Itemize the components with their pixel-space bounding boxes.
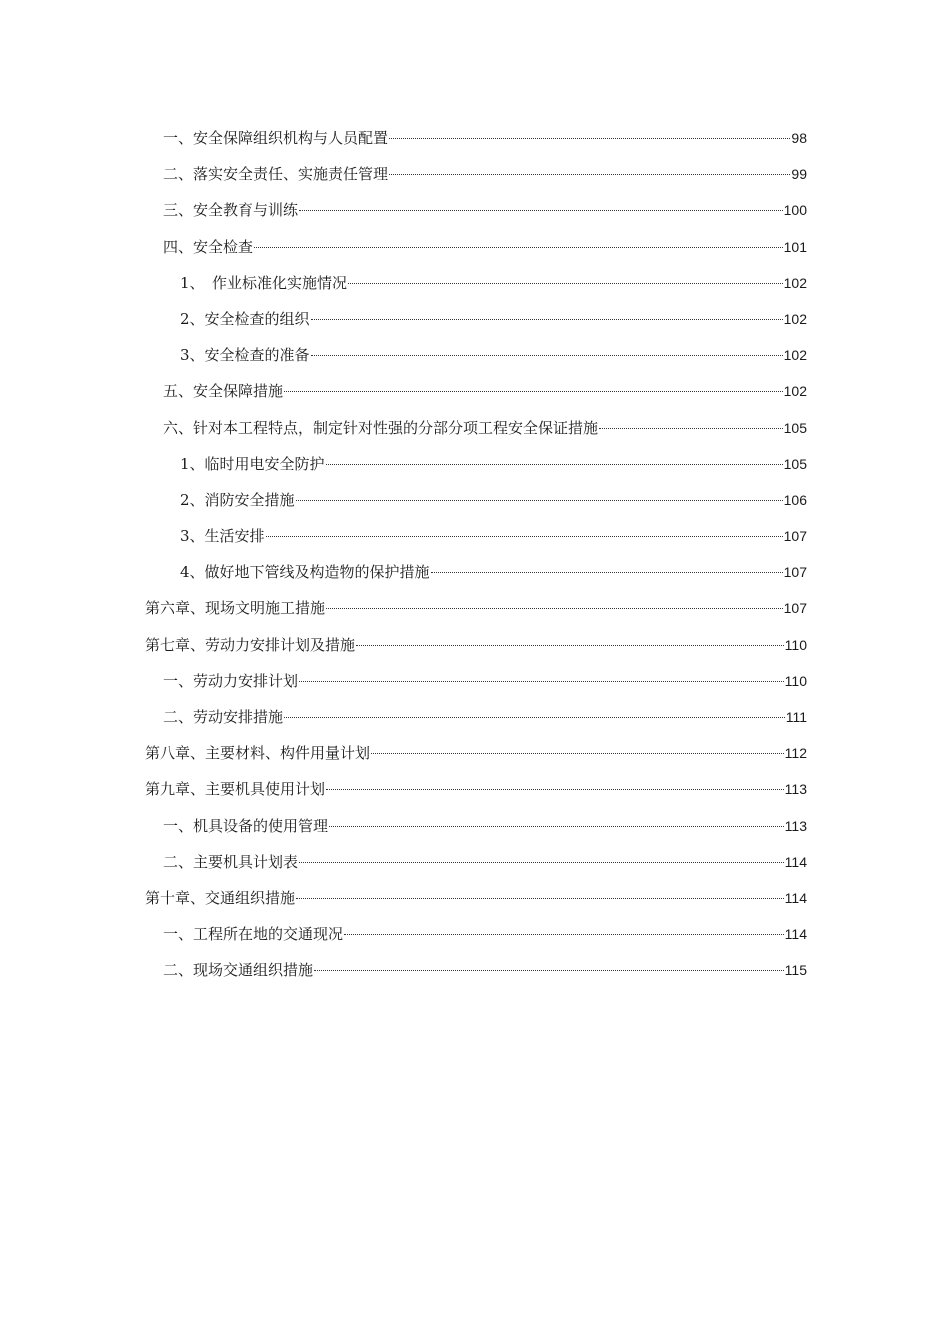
toc-entry-page-number: 101 <box>783 238 807 255</box>
toc-entry-page-number: 106 <box>783 491 807 508</box>
toc-entry[interactable] <box>145 156 807 192</box>
dot-leader <box>284 717 785 718</box>
toc-entry[interactable] <box>145 590 807 626</box>
toc-entry-title: 三、安全教育与训练 <box>163 201 299 220</box>
dot-leader <box>431 572 783 573</box>
toc-entry-title: 第九章、主要机具使用计划 <box>145 780 326 799</box>
toc-entry[interactable] <box>145 916 807 952</box>
toc-entry-title: 一、劳动力安排计划 <box>163 671 299 690</box>
toc-entry-title: 第八章、主要材料、构件用量计划 <box>145 744 371 763</box>
toc-entry-page-number: 102 <box>783 274 807 291</box>
toc-entry-page-number: 107 <box>783 528 807 545</box>
dot-leader <box>389 138 790 139</box>
toc-entry-page-number: 107 <box>783 564 807 581</box>
dot-leader <box>296 898 784 899</box>
dot-leader <box>348 283 783 284</box>
dot-leader <box>314 970 784 971</box>
toc-entry-title: 第七章、劳动力安排计划及措施 <box>145 635 356 654</box>
toc-entry-title: 第六章、现场文明施工措施 <box>145 599 326 618</box>
toc-entry[interactable] <box>145 229 807 265</box>
toc-entry-title: 一、工程所在地的交通现况 <box>163 925 344 944</box>
toc-entry[interactable] <box>145 301 807 337</box>
toc-entry[interactable] <box>145 663 807 699</box>
toc-entry-page-number: 115 <box>784 962 807 979</box>
toc-entry-page-number: 114 <box>784 889 807 906</box>
toc-entry-page-number: 114 <box>784 853 807 870</box>
toc-entry-page-number: 111 <box>785 709 807 725</box>
toc-entry-page-number: 102 <box>783 383 807 400</box>
toc-entry-title: 一、机具设备的使用管理 <box>163 816 329 835</box>
dot-leader <box>329 826 784 827</box>
toc-entry-title: 第十章、交通组织措施 <box>145 888 296 907</box>
toc-entry[interactable] <box>145 952 807 988</box>
toc-entry-title: 3、生活安排 <box>180 527 265 546</box>
dot-leader <box>299 862 784 863</box>
dot-leader <box>599 428 783 429</box>
toc-entry-title: 五、安全保障措施 <box>163 382 284 401</box>
toc-entry-page-number: 102 <box>783 310 807 327</box>
toc-entry[interactable] <box>145 518 807 554</box>
toc-entry-title: 3、安全检查的准备 <box>180 346 310 365</box>
toc-entry-page-number: 102 <box>783 347 807 364</box>
toc-entry-title: 二、落实安全责任、实施责任管理 <box>163 165 389 184</box>
toc-entry[interactable] <box>145 627 807 663</box>
toc-entry-page-number: 105 <box>783 455 807 472</box>
dot-leader <box>296 500 783 501</box>
toc-entry-page-number: 112 <box>784 745 807 762</box>
dot-leader <box>356 645 784 646</box>
toc-entry-title: 2、安全检查的组织 <box>180 309 310 328</box>
dot-leader <box>326 464 783 465</box>
toc-entry-title: 2、消防安全措施 <box>180 490 295 509</box>
toc-entry-page-number: 113 <box>784 817 807 834</box>
dot-leader <box>344 934 784 935</box>
toc-entry[interactable] <box>145 337 807 373</box>
toc-entry-page-number: 99 <box>791 166 807 183</box>
toc-entry-page-number: 100 <box>783 202 807 219</box>
toc-entry[interactable] <box>145 554 807 590</box>
dot-leader <box>299 210 783 211</box>
toc-entry[interactable] <box>145 410 807 446</box>
toc-entry-title: 一、安全保障组织机构与人员配置 <box>163 129 389 147</box>
toc-entry-page-number: 110 <box>784 636 807 653</box>
toc-entry-title: 四、安全检查 <box>163 237 254 256</box>
dot-leader <box>284 391 783 392</box>
toc-entry[interactable] <box>145 192 807 228</box>
toc-entry-title: 二、劳动安排措施 <box>163 708 284 726</box>
table-of-contents <box>145 120 807 989</box>
dot-leader <box>254 247 783 248</box>
toc-entry[interactable] <box>145 771 807 807</box>
toc-entry[interactable] <box>145 446 807 482</box>
toc-entry[interactable] <box>145 373 807 409</box>
toc-entry[interactable] <box>145 120 807 156</box>
toc-entry-page-number: 107 <box>783 600 807 617</box>
toc-entry-page-number: 113 <box>784 781 807 798</box>
toc-entry-page-number: 105 <box>783 419 807 436</box>
toc-entry[interactable] <box>145 844 807 880</box>
toc-entry[interactable] <box>145 265 807 301</box>
toc-entry[interactable] <box>145 808 807 844</box>
dot-leader <box>311 355 783 356</box>
toc-entry-title: 1、临时用电安全防护 <box>180 454 325 473</box>
dot-leader <box>299 681 784 682</box>
toc-entry-title: 4、做好地下管线及构造物的保护措施 <box>180 563 430 582</box>
toc-entry-title: 六、针对本工程特点，制定针对性强的分部分项工程安全保证措施 <box>163 418 599 437</box>
toc-entry-page-number: 98 <box>791 130 807 146</box>
dot-leader <box>326 789 784 790</box>
toc-entry-title: 二、现场交通组织措施 <box>163 961 314 980</box>
toc-entry[interactable] <box>145 880 807 916</box>
dot-leader <box>389 174 790 175</box>
toc-entry[interactable] <box>145 735 807 771</box>
toc-entry-title: 1、 作业标准化实施情况 <box>180 273 348 292</box>
dot-leader <box>266 536 783 537</box>
toc-entry-page-number: 110 <box>784 672 807 689</box>
toc-entry[interactable] <box>145 699 807 735</box>
dot-leader <box>311 319 783 320</box>
dot-leader <box>326 608 783 609</box>
toc-entry[interactable] <box>145 482 807 518</box>
toc-entry-title: 二、主要机具计划表 <box>163 852 299 871</box>
toc-entry-page-number: 114 <box>784 926 807 943</box>
dot-leader <box>371 753 784 754</box>
